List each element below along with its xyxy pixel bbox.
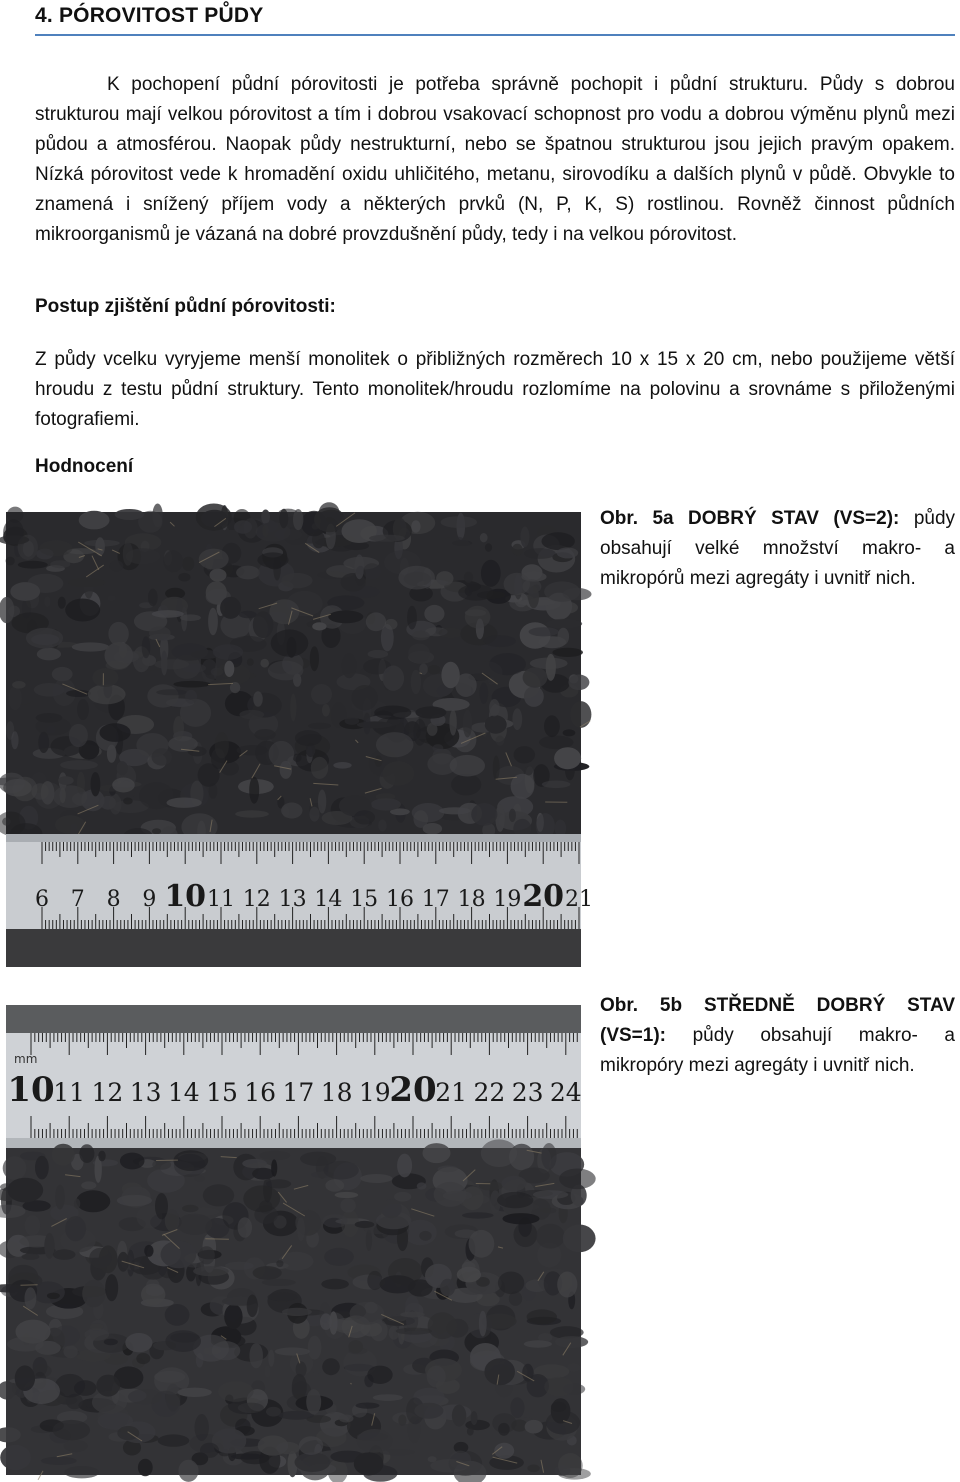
ruler — [6, 834, 593, 929]
ruler-number: 13 — [278, 887, 307, 912]
ruler-number: 22 — [473, 1078, 506, 1107]
procedure-title: Postup zjištění půdní pórovitosti: — [35, 296, 336, 317]
ruler-number: 18 — [320, 1078, 353, 1107]
soil-photo-5b — [6, 1005, 581, 1475]
procedure-paragraph: Z půdy vcelku vyryjeme menší monolitek o přibližných rozměrech 10 x 15 x 20 cm, nebo použijeme větší hroudu z testu půdní struktury. Tento monolitek/hroudu rozlomíme na polovinu a srovnáme s přiloženými fotografiemi. — [35, 349, 955, 430]
evaluation-title: Hodnocení — [35, 456, 134, 477]
ruler-number: 23 — [511, 1078, 544, 1107]
ruler-number: 12 — [242, 887, 271, 912]
ruler-number: 15 — [206, 1078, 238, 1107]
ruler-number: 12 — [91, 1078, 124, 1107]
ruler-number: 10 — [7, 1070, 55, 1110]
ruler-number: 6 — [35, 887, 49, 912]
ruler-number: 19 — [358, 1078, 391, 1107]
caption-5a — [600, 504, 955, 594]
soil-photo-5a — [6, 512, 593, 967]
caption-5a-label: Obr. 5a DOBRÝ STAV (VS=2): — [600, 508, 900, 529]
caption-5b — [600, 991, 955, 1081]
ruler-number: 18 — [457, 887, 486, 912]
ruler-number: 8 — [106, 887, 121, 912]
caption-5b-label: Obr. 5b STŘEDNĚ DOBRÝ STAV (VS=1): — [600, 995, 955, 1046]
ruler-number: 14 — [167, 1078, 200, 1107]
ruler-number: 13 — [129, 1078, 162, 1107]
caption-5a-text: půdy obsahují velké množství makro- a mikropórů mezi agregáty i uvnitř nich. — [600, 508, 956, 589]
ruler-number: 16 — [386, 887, 414, 912]
ruler-number: 19 — [493, 887, 522, 912]
ruler-number: 16 — [244, 1078, 277, 1107]
ruler-number: 7 — [70, 887, 85, 912]
ruler-number: 21 — [565, 887, 593, 912]
ruler-number: 11 — [53, 1078, 86, 1107]
ruler-number: 14 — [314, 887, 343, 912]
ruler-number: 17 — [282, 1078, 315, 1107]
ruler-number: 11 — [207, 887, 235, 912]
ruler-unit-label: mm — [14, 1052, 38, 1066]
ruler-number: 21 — [435, 1078, 468, 1107]
ruler — [6, 1033, 582, 1148]
ruler-number: 9 — [142, 887, 157, 912]
ruler-number: 24 — [549, 1078, 582, 1107]
ruler-number: 15 — [350, 887, 379, 912]
ruler-number: 10 — [164, 879, 207, 914]
ruler-number: 20 — [522, 879, 565, 914]
caption-5b-text: půdy obsahují makro- a mikropóry mezi agregáty i uvnitř nich. — [600, 1025, 955, 1076]
section-heading: 4. PÓROVITOST PŮDY — [35, 4, 955, 36]
ruler-number: 20 — [389, 1070, 437, 1110]
ruler-number: 17 — [421, 887, 450, 912]
intro-paragraph: K pochopení půdní pórovitosti je potřeba správně pochopit i půdní strukturu. Půdy s dobrou strukturou mají velkou pórovitost a tím i dobrou vsakovací schopnost pro vodu a dobrou výměnu plynů mezi půdou a atmosférou. Naopak půdy nestrukturní, nebo se špatnou strukturou jsou jejich pravým opakem. Nízká pórovitost vede k hromadění oxidu uhličitého, metanu, sirovodíku a dalších plynů v půdě. Obvykle to znamená i snížený příjem vody a některých prvků (N, P, K, S) rostlinou. Rovněž činnost půdních mikroorganismů je vázaná na dobré provzdušnění půdy, tedy i na velkou pórovitost. — [35, 74, 955, 245]
